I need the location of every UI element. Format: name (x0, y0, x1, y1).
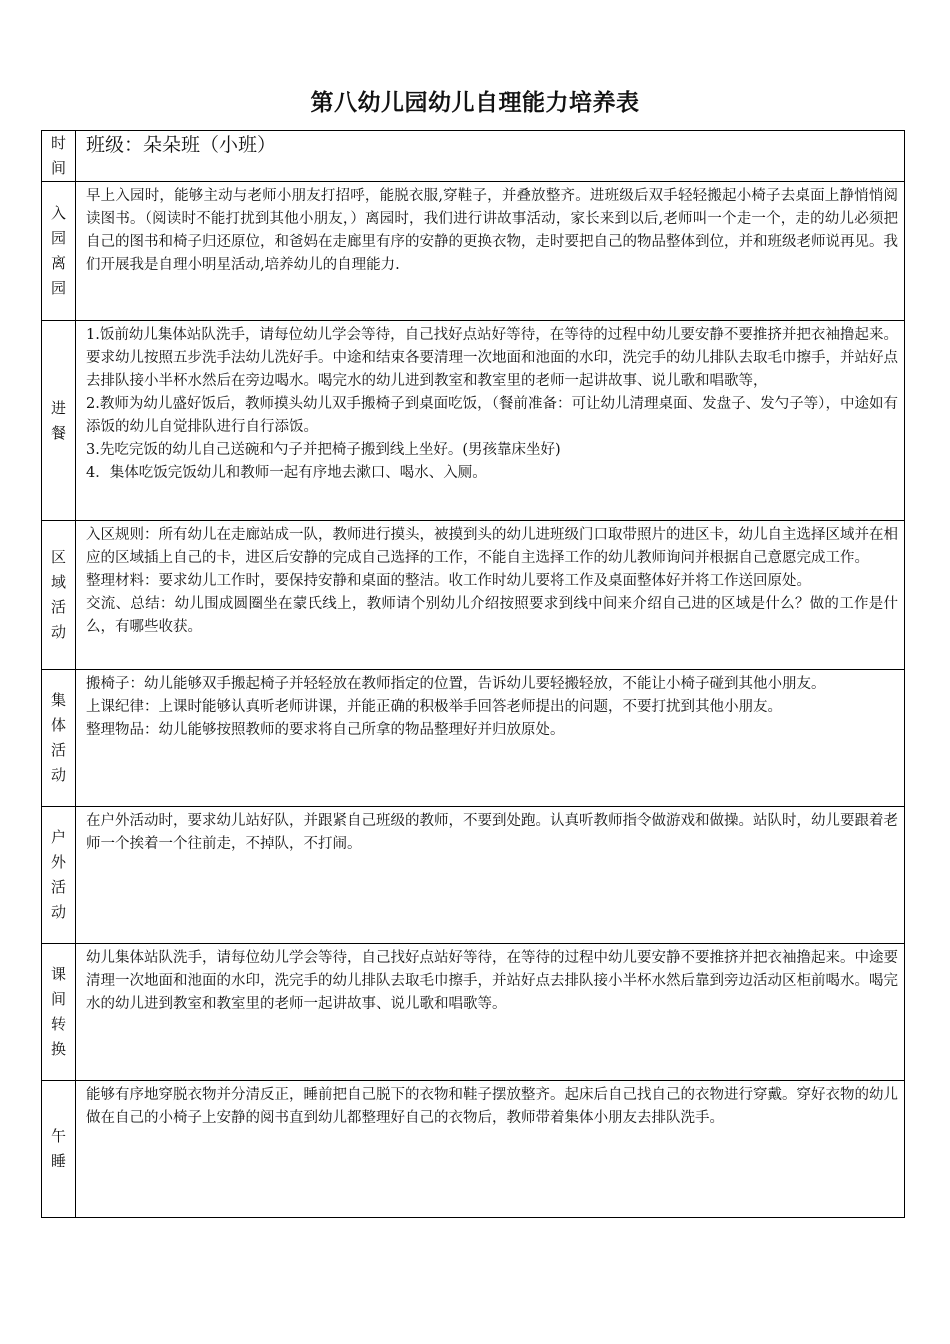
row-content-cell (76, 1081, 905, 1218)
row-paragraph: 整理材料：要求幼儿工作时，要保持安静和桌面的整洁。收工作时幼儿要将工作及桌面整体好并将工作送回原处。 (86, 573, 811, 589)
row-label-cell (42, 1081, 76, 1218)
row-label-cell (42, 521, 76, 670)
class-name-cell (76, 131, 905, 182)
time-label: 时间 (50, 134, 66, 177)
table-row (42, 807, 905, 944)
class-name: 班级：朵朵班（小班） (86, 134, 277, 156)
schedule-table (41, 130, 905, 1218)
row-paragraph: 入区规则：所有幼儿在走廊站成一队，教师进行摸头，被摸到头的幼儿进班级门口取带照片的进区卡，幼儿自主选择区域并在相应的区域插上自己的卡，进区后安静的完成自己选择的工作，不能自主选择工作的幼儿教师询问并根据自己意愿完成工作。 (86, 527, 898, 566)
row-label-transition: 课间转换 (50, 965, 66, 1058)
row-label-area-activity: 区域活动 (50, 548, 66, 641)
row-paragraph: 2.教师为幼儿盛好饭后，教师摸头幼儿双手搬椅子到桌面吃饭，（餐前准备：可让幼儿清理桌面、发盘子、发勺子等），中途如有添饭的幼儿自觉排队进行自行添饭。 (86, 396, 898, 435)
table-row (42, 670, 905, 807)
row-paragraph: 1.饭前幼儿集体站队洗手，请每位幼儿学会等待，自己找好点站好等待，在等待的过程中幼儿要安静不要推挤并把衣袖撸起来。要求幼儿按照五步洗手法幼儿洗好手。中途和结束各要清理一次地面和池面的水印，洗完手的幼儿排队去取毛巾擦手，并站好点去排队接小半杯水然后在旁边喝水。喝完水的幼儿进到教室和教室里的老师一起讲故事、说儿歌和唱歌等， (86, 327, 898, 389)
row-paragraph: 早上入园时，能够主动与老师小朋友打招呼，能脱衣服,穿鞋子，并叠放整齐。进班级后双手轻轻搬起小椅子去桌面上静悄悄阅读图书。（阅读时不能打扰到其他小朋友，）离园时，我们进行讲故事活动，家长来到以后,老师叫一个走一个，走的幼儿必须把自己的图书和椅子归还原位，和爸妈在走廊里有序的安静的更换衣物，走时要把自己的物品整体到位，并和班级老师说再见。我们开展我是自理小明星活动,培养幼儿的自理能力. (86, 188, 898, 273)
table-header-row (42, 131, 905, 182)
row-content-cell (76, 807, 905, 944)
row-content-cell (76, 944, 905, 1081)
row-paragraph: 搬椅子：幼儿能够双手搬起椅子并轻轻放在教师指定的位置，告诉幼儿要轻搬轻放，不能让小椅子碰到其他小朋友。 (86, 676, 826, 692)
row-label-cell (42, 944, 76, 1081)
row-paragraph: 交流、总结：幼儿围成圆圈坐在蒙氏线上，教师请个别幼儿介绍按照要求到线中间来介绍自己进的区域是什么？做的工作是什么，有哪些收获。 (86, 596, 898, 635)
row-label-group-activity: 集体活动 (50, 691, 66, 784)
table-row (42, 1081, 905, 1218)
row-paragraph: 幼儿集体站队洗手，请每位幼儿学会等待，自己找好点站好等待，在等待的过程中幼儿要安静不要推挤并把衣袖撸起来。中途要清理一次地面和池面的水印，洗完手的幼儿排队去取毛巾擦手，并站好点去排队接小半杯水然后靠到旁边活动区柜前喝水。喝完水的幼儿进到教室和教室里的老师一起讲故事、说儿歌和唱歌等。 (86, 950, 898, 1012)
row-content-cell (76, 670, 905, 807)
row-paragraph: 整理物品：幼儿能够按照教师的要求将自己所拿的物品整理好并归放原处。 (86, 722, 565, 738)
table-row (42, 182, 905, 321)
row-paragraph: 在户外活动时，要求幼儿站好队，并跟紧自己班级的教师，不要到处跑。认真听教师指令做游戏和做操。站队时，幼儿要跟着老师一个挨着一个往前走，不掉队，不打闹。 (86, 813, 898, 852)
row-paragraph: 4．集体吃饭完饭幼儿和教师一起有序地去漱口、喝水、入厕。 (86, 465, 487, 481)
row-label-meals: 进餐 (50, 398, 66, 442)
row-label-arrival-departure: 入园离园 (50, 204, 66, 297)
row-label-cell (42, 807, 76, 944)
page-title: 第八幼儿园幼儿自理能力培养表 (310, 90, 640, 116)
row-content-cell (76, 182, 905, 321)
row-label-cell (42, 670, 76, 807)
table-row (42, 321, 905, 521)
table-row (42, 521, 905, 670)
row-paragraph: 上课纪律：上课时能够认真听老师讲课，并能正确的积极举手回答老师提出的问题，不要打扰到其他小朋友。 (86, 699, 782, 715)
row-label-nap: 午睡 (50, 1127, 66, 1170)
row-paragraph: 能够有序地穿脱衣物并分清反正，睡前把自己脱下的衣物和鞋子摆放整齐。起床后自己找自己的衣物进行穿戴。穿好衣物的幼儿做在自己的小椅子上安静的阅书直到幼儿都整理好自己的衣物后，教师带着集体小朋友去排队洗手。 (86, 1087, 898, 1126)
table-row (42, 944, 905, 1081)
row-label-cell (42, 182, 76, 321)
row-label-cell (42, 321, 76, 521)
row-content-cell (76, 321, 905, 521)
row-content-cell (76, 521, 905, 670)
time-label-cell (42, 131, 76, 182)
row-label-outdoor-activity: 户外活动 (50, 828, 66, 921)
row-paragraph: 3.先吃完饭的幼儿自己送碗和勺子并把椅子搬到线上坐好。(男孩靠床坐好) (86, 442, 561, 458)
